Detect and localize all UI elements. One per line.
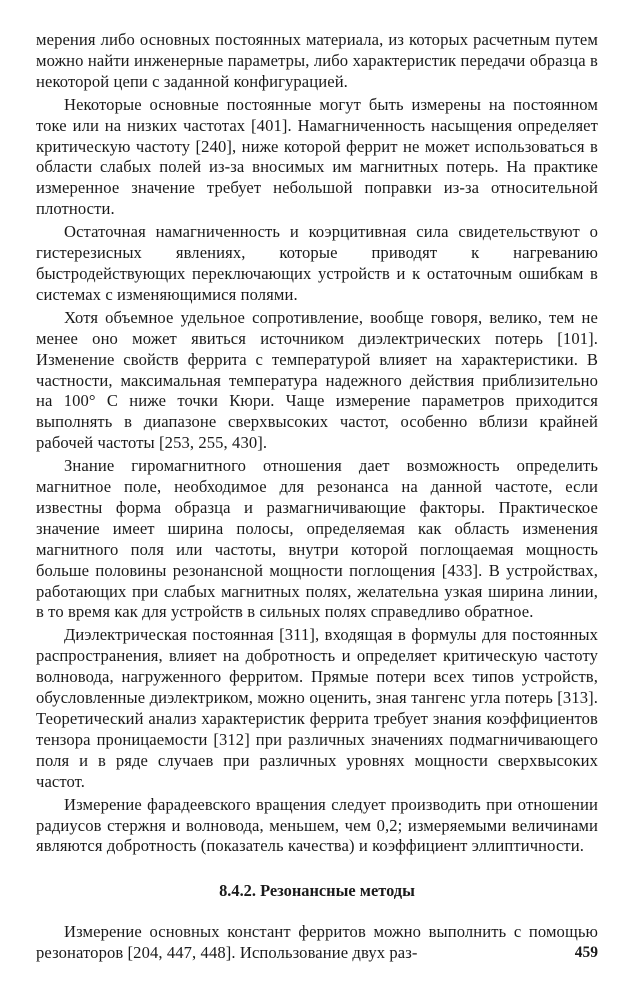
paragraph-hysteresis: Остаточная намагниченность и коэрцитивная сила свидетельствуют о гистерезисных явлениях, которые приводят к нагреванию быстродействующих переключающих устройств и к остаточным ошибкам в системах с изменяющимися полями. (36, 222, 598, 304)
paragraph-gyromagnetic: Знание гиромагнитного отношения дает возможность определить магнитное поле, необходимое для резонанса на данной частоте, если известны форма образца и размагничивающие факторы. Практическое значение имеет ширина полосы, определяемая как область изменения магнитного поля или частоты, внутри которой поглощаемая мощность больше половины резонансной мощности поглощения [433]. В устройствах, работающих при слабых магнитных полях, желательна узкая ширина линии, в то время как для устройств в сильных полях справедливо обратное. (36, 456, 598, 622)
page-body (36, 30, 598, 966)
section-heading: 8.4.2. Резонансные методы (219, 881, 415, 901)
paragraph-dielectric: Диэлектрическая постоянная [311], входящая в формулы для постоянных распространения, влияет на добротность и определяет критическую частоту волновода, нагруженного ферритом. Прямые потери всех типов устройств, обусловленные диэлектриком, можно оценить, зная тангенс угла потерь [313]. Теоретический анализ характеристик феррита требует знания коэффициентов тензора проницаемости [312] при различных значениях подмагничивающего поля и в ряде случаев при различных уровнях мощности сверхвысоких частот. (36, 625, 598, 791)
paragraph-constants: Некоторые основные постоянные могут быть измерены на постоянном токе или на низких частотах [401]. Намагниченность насыщения определяет критическую частоту [240], ниже которой феррит не может использоваться в области слабых полей из-за вносимых им магнитных потерь. На практике измеренное значение требует небольшой поправки из-за относительной плотности. (36, 94, 598, 219)
paragraph-resistivity: Хотя объемное удельное сопротивление, вообще говоря, велико, тем не менее оно может явиться источником диэлектрических потерь [101]. Изменение свойств феррита с температурой влияет на характеристики. В частности, максимальная температура надежного действия приблизительно на 100° С ниже точки Кюри. Чаще измерение параметров приходится выполнять в диапазоне сверхвысоких частот, особенно вблизи крайней рабочей частоты [253, 255, 430]. (36, 307, 598, 453)
paragraph-faraday: Измерение фарадеевского вращения следует производить при отношении радиусов стержня и волновода, меньшем, чем 0,2; измеряемыми величинами являются добротность (показатель качества) и коэффициент эллиптичности. (36, 794, 598, 856)
page-number: 459 (574, 944, 598, 961)
paragraph-continuation: мерения либо основных постоянных материала, из которых расчетным путем можно найти инженерные параметры, либо характеристик передачи образца в некоторой цепи с заданной конфигурацией. (36, 30, 598, 91)
paragraph-resonance-methods: Измерение основных констант ферритов можно выполнить с помощью резонаторов [204, 447, 448]. Использование двух раз- (36, 922, 598, 963)
